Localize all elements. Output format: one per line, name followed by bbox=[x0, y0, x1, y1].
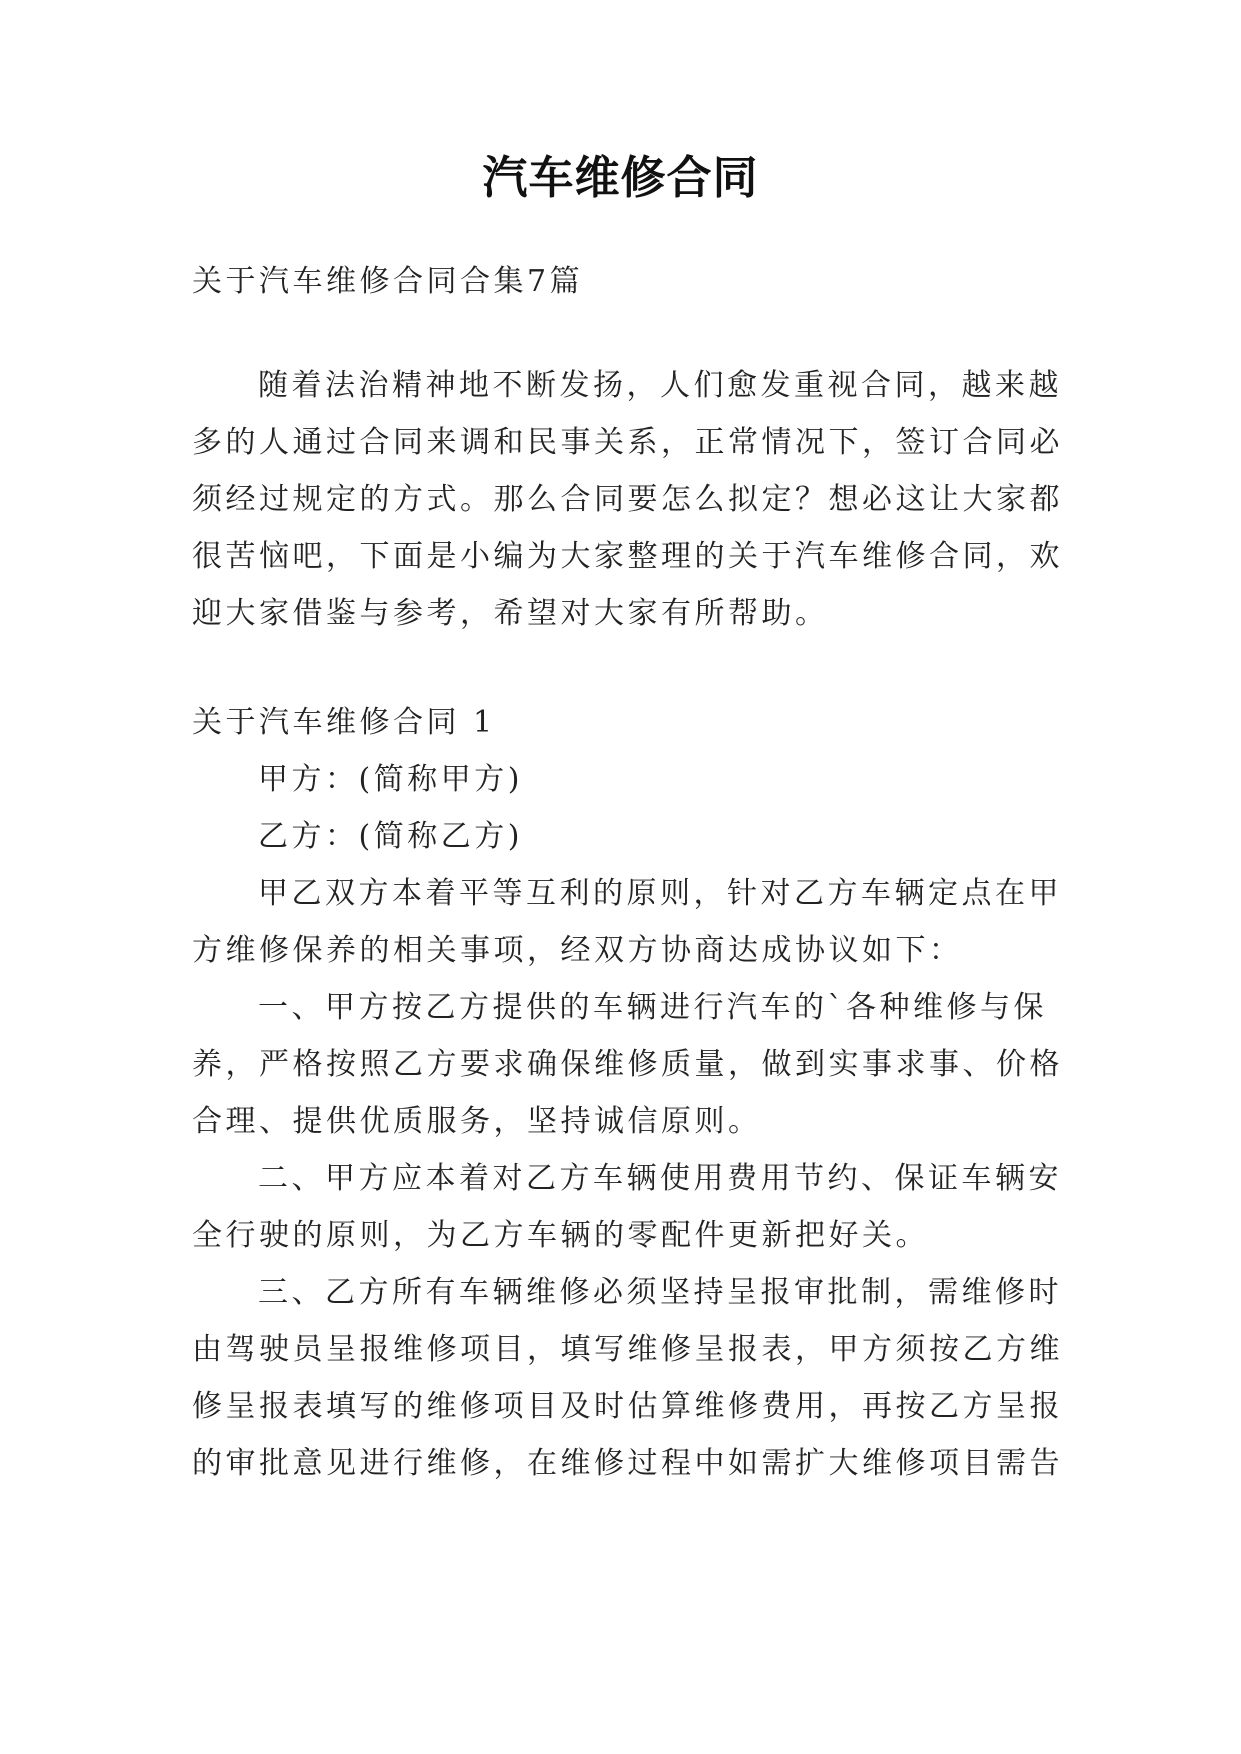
clause-2-line: 二、甲方应本着对乙方车辆使用费用节约、保证车辆安 bbox=[258, 1161, 1062, 1196]
preamble-line: 甲乙双方本着平等互利的原则，针对乙方车辆定点在甲 bbox=[258, 876, 1062, 911]
clause-3-line: 的审批意见进行维修，在维修过程中如需扩大维修项目需告 bbox=[192, 1446, 1063, 1481]
preamble-line: 方维修保养的相关事项，经双方协商达成协议如下： bbox=[192, 933, 963, 968]
clause-1-line: 养，严格按照乙方要求确保维修质量，做到实事求事、价格 bbox=[192, 1047, 1063, 1082]
document-subtitle: 关于汽车维修合同合集7篇 bbox=[192, 264, 584, 299]
intro-line: 须经过规定的方式。那么合同要怎么拟定？想必这让大家都 bbox=[192, 482, 1063, 517]
clause-1-line: 合理、提供优质服务，坚持诚信原则。 bbox=[192, 1104, 762, 1139]
document-title: 汽车维修合同 bbox=[482, 151, 759, 204]
intro-line: 多的人通过合同来调和民事关系，正常情况下，签订合同必 bbox=[192, 425, 1063, 460]
clause-2-line: 全行驶的原则，为乙方车辆的零配件更新把好关。 bbox=[192, 1218, 929, 1253]
intro-line: 迎大家借鉴与参考，希望对大家有所帮助。 bbox=[192, 596, 829, 631]
clause-1-line: 一、甲方按乙方提供的车辆进行汽车的`各种维修与保 bbox=[258, 990, 1047, 1025]
intro-line: 随着法治精神地不断发扬，人们愈发重视合同，越来越 bbox=[258, 368, 1062, 403]
intro-line: 很苦恼吧，下面是小编为大家整理的关于汽车维修合同，欢 bbox=[192, 539, 1063, 574]
section-heading: 关于汽车维修合同 1 bbox=[192, 705, 496, 740]
party-a-line: 甲方：(简称甲方) bbox=[258, 762, 523, 797]
party-b-line: 乙方：(简称乙方) bbox=[258, 819, 523, 854]
clause-3-line: 由驾驶员呈报维修项目，填写维修呈报表，甲方须按乙方维 bbox=[192, 1332, 1063, 1367]
clause-3-line: 修呈报表填写的维修项目及时估算维修费用，再按乙方呈报 bbox=[192, 1389, 1063, 1424]
clause-3-line: 三、乙方所有车辆维修必须坚持呈报审批制，需维修时 bbox=[258, 1275, 1062, 1310]
